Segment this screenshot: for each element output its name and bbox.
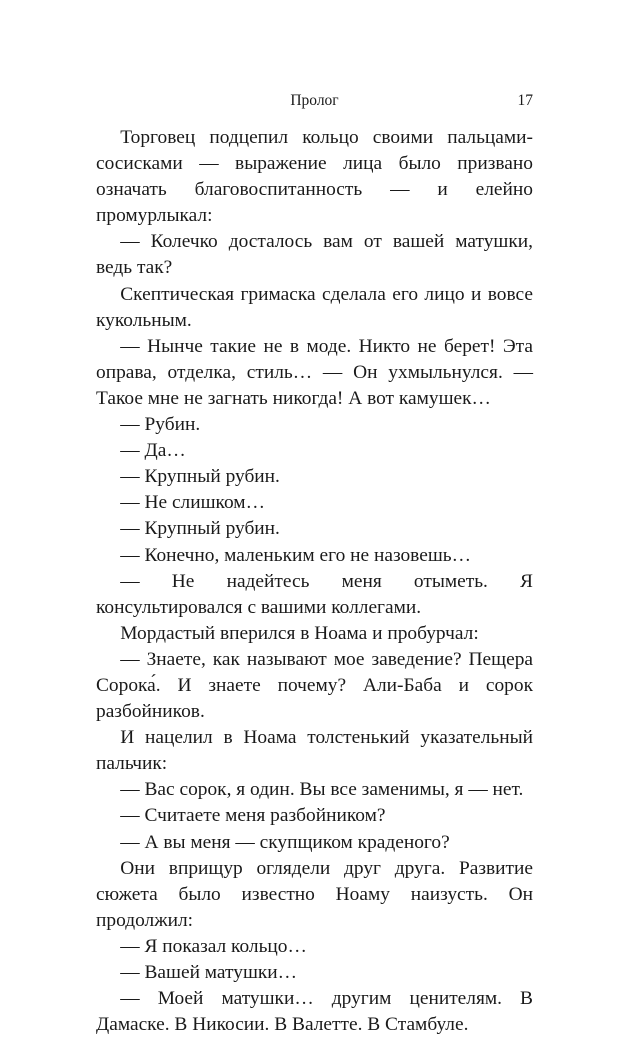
paragraph: — Крупный рубин. xyxy=(120,466,280,488)
paragraph: — Моей матушки… другим ценителям. В Дамаске. В Никосии. В Валетте. В Стамбуле. xyxy=(96,988,533,1036)
paragraph: — Колечко досталось вам от вашей матушки, ведь так? xyxy=(96,231,533,279)
paragraph: — Вашей матушки… xyxy=(120,962,298,983)
page-number: 17 xyxy=(517,92,533,109)
paragraph: Они вприщур оглядели друг друга. Развитие сюжета было известно Ноаму наизусть. Он продолжил: xyxy=(96,857,533,931)
paragraph: И нацелил в Ноама толстенький указательный пальчик: xyxy=(96,727,533,775)
paragraph: — А вы меня — скупщиком краденого? xyxy=(120,831,450,853)
running-head xyxy=(96,92,533,114)
paragraph: — Вас сорок, я один. Вы все заменимы, я — нет. xyxy=(120,779,524,801)
paragraph: — Конечно, маленьким его не назовешь… xyxy=(120,544,471,566)
paragraph: — Я показал кольцо… xyxy=(120,935,307,957)
paragraph: — Да… xyxy=(120,440,186,462)
paragraph: — Рубин. xyxy=(120,414,201,436)
chapter-title: Пролог xyxy=(290,92,339,109)
paragraph: Мордастый вперился в Ноама и пробурчал: xyxy=(120,622,479,644)
paragraph: Торговец подцепил кольцо своими пальцами-сосисками — выражение лица было призвано означать благовоспитанность — и елейно промурлыкал: xyxy=(96,127,533,227)
paragraph: — Считаете меня разбойником? xyxy=(120,805,386,827)
body-text xyxy=(96,125,533,1038)
paragraph: — Знаете, как называют мое заведение? Пещера Сорока́. И знаете почему? Али-Баба и сорок разбойников. xyxy=(96,648,533,723)
paragraph: — Не слишком… xyxy=(120,492,265,514)
paragraph: — Не надейтесь меня отыметь. Я консультировался с вашими коллегами. xyxy=(96,570,533,618)
paragraph: — Нынче такие не в моде. Никто не берет! Эта оправа, отделка, стиль… — Он ухмыльнулся. — Такое мне не загнать никогда! А вот камушек… xyxy=(96,335,533,409)
paragraph: — Крупный рубин. xyxy=(120,518,280,540)
paragraph: Скептическая гримаска сделала его лицо и вовсе кукольным. xyxy=(96,283,533,331)
